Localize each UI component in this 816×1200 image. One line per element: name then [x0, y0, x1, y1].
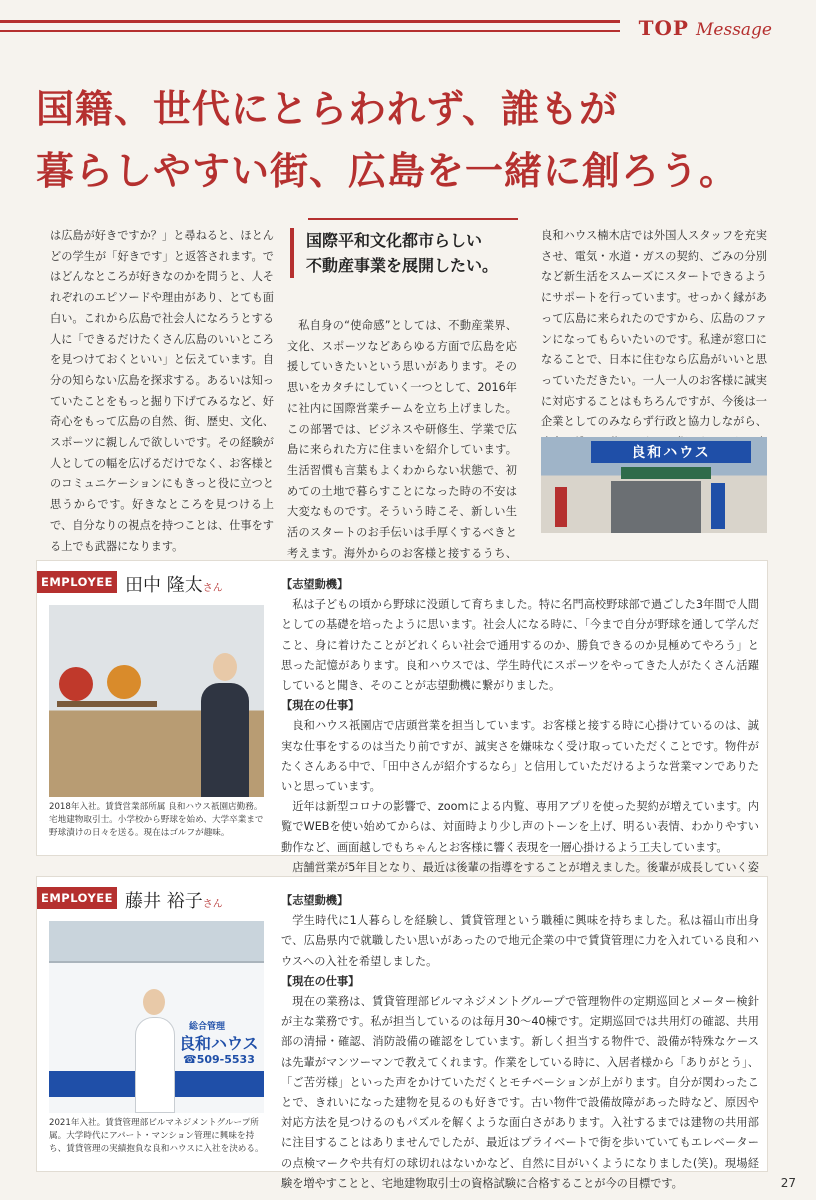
van-company-name: 良和ハウス [179, 1034, 259, 1053]
employee-name [125, 887, 223, 913]
article-column-2: 私自身の“使命感”としては、不動産業界、文化、スポーツなどあらゆる方面で広島を応援していきたいという思いがあります。その思いをカタチにしていく一つとして、2016年に社内に国際営業チームを立ち上げました。この部署では、ビジネスや研修生、学業で広島に来られた方に住まいを紹介しています。生活習慣も言葉もよくわからない状態で、初めての土地で暮らすことになった時の不安は大変なものです。そういう時こそ、新しい生活のスタートのお手伝いは手厚くするべきと考えます。海外からのお客様と接するうち、 [287, 319, 517, 560]
article-subheading [290, 228, 516, 278]
employee-name-text: 藤井 裕子 [125, 891, 203, 912]
section-tag-top: TOP [638, 16, 689, 40]
employee-photo [49, 605, 264, 797]
employee-card-tanaka [36, 560, 768, 874]
motive-label: 【志望動機】 [281, 894, 349, 907]
photo-ball [59, 667, 93, 701]
employee-text [281, 891, 759, 1194]
photo-person-head [213, 653, 237, 681]
motive-label: 【志望動機】 [281, 578, 349, 591]
employee-badge: EMPLOYEE [37, 887, 117, 909]
motive-text: 私は子どもの頃から野球に没頭して育ちました。特に名門高校野球部で過ごした3年間で人間としての基礎を培ったように思います。社会人になる時に、「今まで自分が野球を通して学んだこと、身に着けたことがどれくらい社会で通用するのか、勝負できるのか見極めてやろう」と思った記憶があります。良和ハウスでは、学生時代にスポーツをやってきた人がたくさん活躍していると聞き、そのことが志望動機に繋がりました。 [281, 598, 759, 693]
store-awning [621, 467, 711, 479]
work-paragraph: 店舗営業が5年目となり、最近は後輩の指導をすることが増えました。後輩が成長していく姿 [292, 860, 759, 874]
section-tag [639, 16, 772, 40]
store-entrance [611, 481, 701, 533]
employee-card-fujii [36, 876, 768, 1190]
motive-text: 学生時代に1人暮らしを経験し、賃貸管理という職種に興味を持ちました。私は福山市出身で、広島県内で就職したい思いがあったので地元企業の中で賃貸管理に力を入れている良和ハウスへの入社を希望しました。 [281, 914, 759, 968]
store-sign: 良和ハウス [591, 441, 751, 463]
store-photo [541, 437, 767, 533]
work-paragraph: 良和ハウス祇園店で店頭営業を担当しています。お客様と接する時に心掛けているのは、誠実な仕事をするのは当たり前ですが、誠実さを嫌味なく受け取っていただくことです。物件がたくさんある中で、「田中さんが紹介するなら」と信用していただけるような営業マンでありたいと思っています。 [281, 719, 759, 794]
page-number: 27 [780, 1176, 796, 1190]
photo-person-head [143, 989, 165, 1015]
subheading-line-2: 不動産事業を展開したい。 [306, 256, 499, 275]
photo-person-body [135, 1017, 175, 1113]
employee-text [281, 575, 759, 898]
photo-shelf [57, 701, 157, 707]
work-paragraph: 近年は新型コロナの影響で、zoomによる内覧、専用アプリを使った契約が増えています。内覧でWEBを使い始めてからは、対面時より少し声のトーンを上げ、明るい表情、わかりやすい動作など、画面越しでもちゃんとお客様に響く表現を一層心掛けるよう工夫しています。 [281, 800, 759, 854]
store-banner-blue [711, 483, 725, 529]
employee-honorific: さん [202, 583, 223, 594]
employee-name-text: 田中 隆太 [125, 575, 203, 596]
employee-badge: EMPLOYEE [37, 571, 117, 593]
store-banner-red [555, 487, 567, 527]
article-column-1: は広島が好きですか？」と尋ねると、ほとんどの学生が「好きです」と返答されます。ではどんなところが好きなのかを問うと、人それぞれのエピソードや理由があり、とても面白い。これから広島で社会人になろうとする人に「できるだけたくさん広島のいいところを見つけておくといい」と伝えています。自分の知らない広島を探求する。あるいは知っていたことをもっと掘り下げてみるなど、好奇心をもって広島の自然、街、歴史、文化、スポーツに親しんで欲しいです。その経験が人としての幅を広げるだけでなく、お客様とのコミュニケーションにもきっと役に立つと思うからです。好きなところを見つける上で、自分なりの視点を持つことは、仕事をする上でも武器になります。 [50, 229, 274, 553]
subheading-rule [308, 218, 518, 220]
work-paragraph: 現在の業務は、賃貸管理部ビルマネジメントグループで管理物件の定期巡回とメーター検針が主な業務です。私が担当しているのは毎月30〜40棟です。定期巡回では共用灯の確認、共用部の清掃・確認、消防設備の確認をしています。新しく担当する物件で、設備が特殊なケースは先輩がマンツーマンで教えてくれます。作業をしている時に、入居者様から「ありがとう」、「ご苦労様」といった声をかけていただくとモチベーションが上がります。自分が関わったことで、きれいになった建物を見るのも好きです。古い物件で設備故障があった時など、原因や対応方法を見つけるのもパズルを解くような面白さがあります。入社するまでは建物の共用部に注目することはありませんでしたが、最近はプライベートで街を歩いていてもエレベーターの点検マークや共有灯の球切れはないかなど、自然に目がいくようになりました(笑)。現場経験を増やすことと、宅地建物取引士の資格試験に合格することが今の目標です。 [281, 995, 759, 1190]
employee-name [125, 571, 223, 597]
photo-ball [107, 665, 141, 699]
employee-honorific: さん [202, 899, 223, 910]
page-headline [36, 78, 776, 202]
header-stripe [0, 20, 620, 23]
photo-person-body [201, 683, 249, 797]
subheading-line-1: 国際平和文化都市らしい [306, 231, 483, 250]
header-stripe-thin [0, 30, 620, 32]
employee-caption: 2021年入社。賃貸管理部ビルマネジメントグループ所属。大学時代にアパート・マンション管理に興味を持ち、賃貸管理の実績抱負な良和ハウスに入社を決める。 [49, 1118, 264, 1154]
employee-photo [49, 921, 264, 1113]
work-label: 【現在の仕事】 [281, 974, 360, 988]
article-column-3: 良和ハウス楠木店では外国人スタッフを充実させ、電気・水道・ガスの契約、ごみの分別など新生活をスムーズにスタートできるようにサポートを行っています。せっかく縁があって広島に来られたのですから、広島のファンになってもらいたいのです。私達が窓口になることで、日本に住むなら広島がいいと思っていただきたい。一人一人のお客様に誠実に対応することはもちろんですが、今後は一企業としてのみならず行政と協力しながら、 [541, 229, 767, 429]
headline-line-2: 暮らしやすい街、広島を一緒に創ろう。 [36, 148, 739, 193]
van-phone: ☎509-5533 [183, 1053, 255, 1066]
van-small-label: 総合管理 [189, 1022, 226, 1032]
headline-line-1: 国籍、世代にとらわれず、誰もが [36, 86, 618, 131]
employee-caption: 2018年入社。賃貸営業部所属 良和ハウス祇園店勤務。宅地建物取引士。小学校から野球を始め、大学卒業まで野球漬けの日々を送る。現在はゴルフが趣味。 [49, 802, 264, 838]
section-tag-message: Message [696, 20, 772, 40]
work-label: 【現在の仕事】 [281, 699, 360, 713]
